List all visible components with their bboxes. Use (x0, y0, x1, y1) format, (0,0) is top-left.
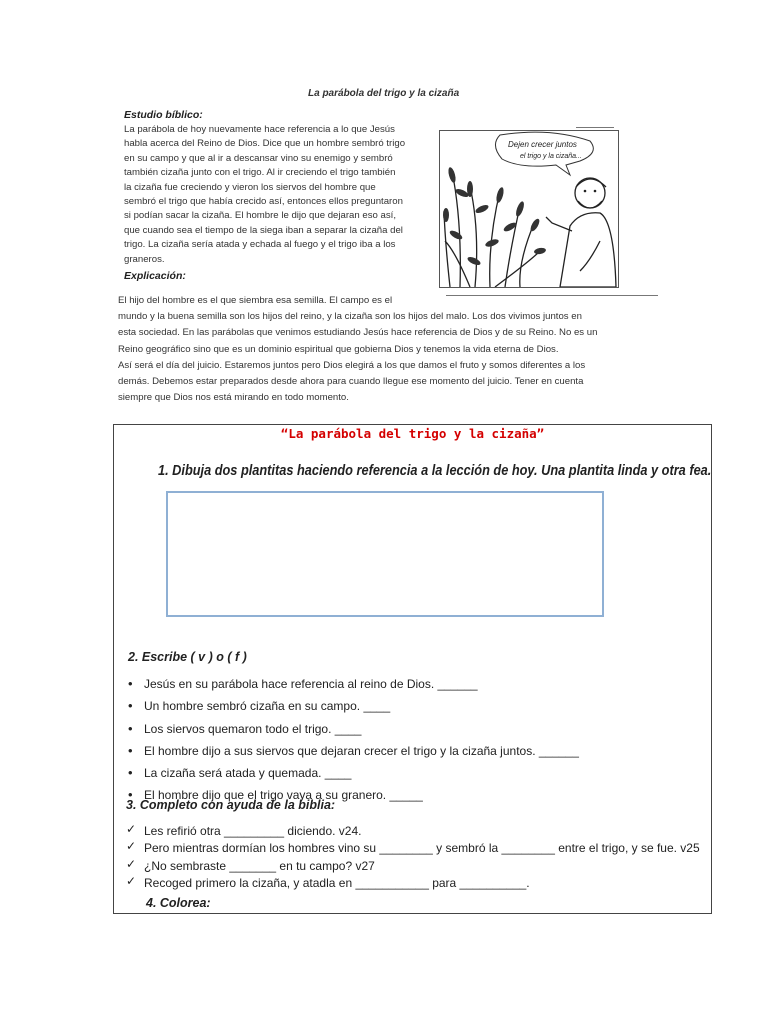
study-heading: Estudio bíblico: (124, 109, 203, 121)
list-item: • El hombre dijo que el trigo vaya a su granero. _____ (128, 784, 579, 806)
lesson-section (116, 80, 668, 405)
document-title: La parábola del trigo y la cizaña (308, 88, 460, 99)
wheat-and-man-drawing (440, 131, 618, 287)
bullet-icon: • (128, 765, 133, 781)
bubble-line-2: el trigo y la cizaña... (520, 153, 582, 160)
question-2: 2. Escribe ( v ) o ( f ) (128, 650, 247, 664)
list-item: • Jesús en su parábola hace referencia al reino de Dios. ______ (128, 673, 579, 695)
parable-illustration (439, 130, 619, 288)
bullet-icon: • (128, 742, 133, 758)
question-3: 3. Completo con ayuda de la biblia: (126, 798, 336, 812)
worksheet (113, 424, 712, 914)
check-icon: ✓ (126, 839, 137, 854)
check-icon: ✓ (126, 822, 137, 836)
list-item: • La cizaña será atada y quemada. ____ (128, 762, 579, 784)
bubble-line-1: Dejen crecer juntos (508, 140, 577, 149)
complete-list (126, 823, 700, 892)
list-item: • Un hombre sembró cizaña en su campo. ____ (128, 695, 579, 717)
list-item: • El hombre dijo a sus siervos que dejaran crecer el trigo y la cizaña juntos. ______ (128, 740, 579, 762)
study-paragraph: La parábola de hoy nuevamente hace referencia a lo que Jesús habla acerca del Reino de Dios. Dice que un hombre sembró trigo en su campo y que al ir a descansar vino su enemigo y sembró también cizaña junto con el trigo. Al ir creciendo el trigo también la cizaña fue creciendo y vieron los siervos del hombre que sembró el trigo que había crecido así, entonces ellos preguntaron si podían sacar la cizaña. El hombre le dijo que dejaran eso así, que cuando sea el tiempo de la siega iban a separar la cizaña del trigo. La cizaña sería atada y echada al fuego y el trigo iba a los graneros. (124, 124, 406, 265)
explanation-paragraph: El hijo del hombre es el que siembra esa semilla. El campo es el mundo y la buena semilla son los hijos del reino, y la cizaña son los hijos del malo. Los dos vivimos juntos en esta sociedad. En las parábolas que venimos estudiando Jesús hace referencia de Dios y de su Reino. No es un Reino geográfico sino que es un dominio espiritual que gobierna Dios y tenemos la vida eterna de Dios. Así será el día del juicio. Estaremos juntos pero Dios elegirá a los que damos el fruto y somos diferentes a los demás. Debemos estar preparados desde ahora para cuando llegue ese momento del juicio. Tener en cuenta siempre que Dios nos está mirando en todo momento. (118, 295, 598, 404)
true-false-list (128, 673, 579, 807)
question-1: 1. Dibuja dos plantitas haciendo referencia a la lección de hoy. Una plantita linda y otra fea. (158, 463, 712, 479)
question-4: 4. Colorea: (146, 896, 211, 910)
bullet-icon: • (128, 787, 133, 803)
list-item: • Los siervos quemaron todo el trigo. ____ (128, 718, 579, 740)
name-line (576, 127, 614, 128)
list-item: ✓ Les refirió otra _________ diciendo. v24. (126, 822, 362, 838)
list-item: ✓ Recoged primero la cizaña, y atadla en ___________ para __________. (126, 873, 530, 890)
drawing-area[interactable] (166, 491, 604, 617)
explanation-heading: Explicación: (124, 270, 186, 282)
bullet-icon: • (128, 698, 133, 714)
check-icon: ✓ (126, 856, 137, 871)
bullet-icon: • (128, 720, 133, 736)
worksheet-title: “La parábola del trigo y la cizaña” (280, 426, 545, 441)
list-item: ✓ Pero mientras dormían los hombres vino su ________ y sembró la ________ entre el trigo, y se fue. v25 (126, 839, 700, 856)
check-icon: ✓ (126, 873, 137, 888)
list-item: ✓ ¿No sembraste _______ en tu campo? v27 (126, 856, 375, 873)
bullet-icon: • (128, 676, 133, 691)
